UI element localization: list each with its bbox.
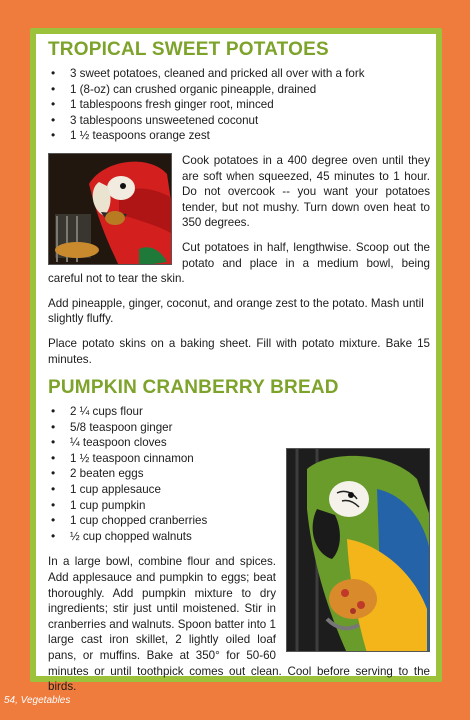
recipe-card	[30, 28, 442, 694]
step-paragraph: Add pineapple, ginger, coconut, and orange zest to the potato. Mash until slightly fluffy.	[48, 296, 424, 326]
red-macaw-illustration	[49, 154, 172, 265]
page-footer: 54, Vegetables	[4, 695, 71, 706]
ingredient-item: • 1 cup applesauce	[48, 482, 430, 498]
ingredient-item: • ¼ teaspoon cloves	[48, 435, 430, 451]
ingredient-item: • 3 sweet potatoes, cleaned and pricked all over with a fork	[48, 66, 430, 82]
ingredient-item: • 1 cup pumpkin	[48, 498, 430, 514]
ingredient-item: • 2 ¼ cups flour	[48, 404, 430, 420]
recipe1-ingredients	[48, 66, 430, 144]
ingredient-item: • 1 ½ teaspoon cinnamon	[48, 451, 430, 467]
blue-gold-macaw-photo	[286, 448, 430, 652]
step-paragraph: In a large bowl, combine flour and spices. Add applesauce and pumpkin to eggs; beat thoroughly. Add pumpkin mixture to dry ingredients; stir just until moistened. Stir in cranberries and walnuts. Spoon batter into 1 large cast iron skillet, 2 lightly oiled loaf pans, or muffins. Bake at 350° for 50-60 minutes or until toothpick comes out clean. Cool before serving to the birds.	[48, 555, 430, 694]
ingredient-item: • 1 cup chopped cranberries	[48, 513, 430, 529]
step-paragraph: Cut potatoes in half, lengthwise. Scoop out the potato and place in a medium bowl, being careful not to tear the skin.	[48, 240, 430, 286]
blue-gold-macaw-illustration	[287, 449, 430, 652]
ingredient-item: • 2 beaten eggs	[48, 466, 430, 482]
recipe1-title: TROPICAL SWEET POTATOES	[48, 39, 329, 60]
ingredient-item: • 1 (8-oz) can crushed organic pineapple, drained	[48, 82, 430, 98]
recipe2-title: PUMPKIN CRANBERRY BREAD	[48, 377, 339, 399]
ingredient-item: • 3 tablespoons unsweetened coconut	[48, 113, 430, 129]
ingredient-item: • ½ cup chopped walnuts	[48, 529, 430, 545]
red-macaw-photo	[48, 153, 172, 265]
page-content	[48, 38, 430, 704]
step-paragraph: Place potato skins on a baking sheet. Fill with potato mixture. Bake 15 minutes.	[48, 336, 430, 366]
step-paragraph: Cook potatoes in a 400 degree oven until they are soft when squeezed, 45 minutes to 1 hour. Do not overcook -- you want your potatoes tender, but not mushy. Turn down oven heat to 350 degrees.	[182, 153, 430, 230]
ingredient-item: • 1 tablespoons fresh ginger root, minced	[48, 97, 430, 113]
ingredient-item: • 5/8 teaspoon ginger	[48, 420, 430, 436]
ingredient-item: • 1 ½ teaspoons orange zest	[48, 128, 430, 144]
recipe-card-inner	[36, 34, 436, 694]
